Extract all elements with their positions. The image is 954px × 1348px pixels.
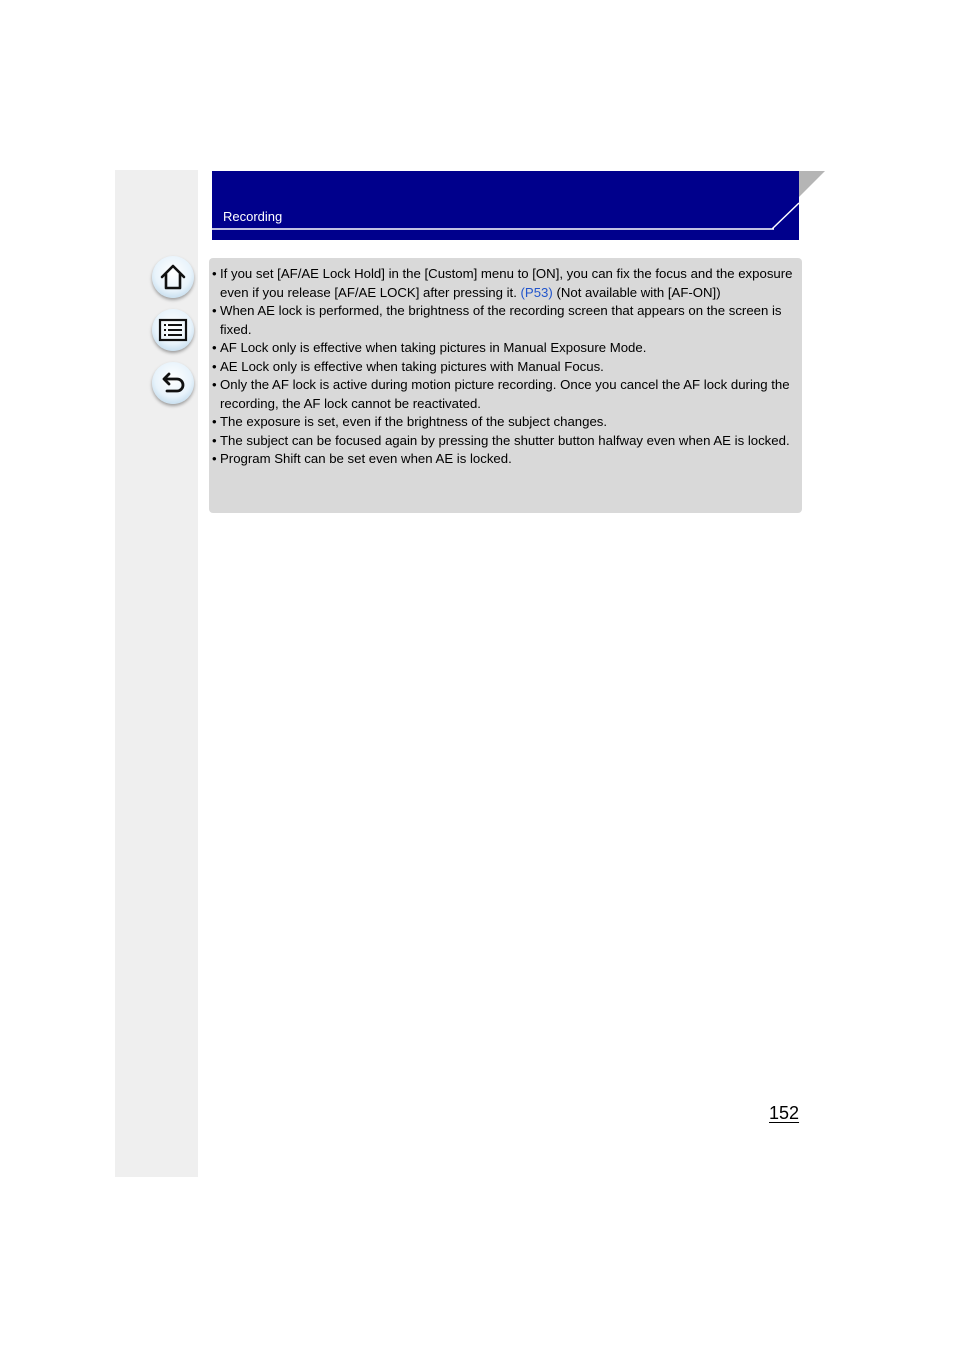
page-link-p53[interactable]: (P53) [520, 284, 553, 300]
page-number: 152 [769, 1103, 800, 1123]
section-title: Recording [223, 209, 283, 224]
note-item: • Only the AF lock is active during motion picture recording. Once you cancel the AF lock during the recording, the AF lock cannot be reactivated. [212, 376, 798, 413]
header-corner-decoration [772, 171, 825, 240]
back-button[interactable] [152, 362, 194, 404]
home-icon [158, 262, 188, 292]
header-rule [212, 228, 774, 230]
note-item: • The subject can be focused again by pressing the shutter button halfway even when AE is locked. [212, 432, 798, 451]
menu-list-button[interactable] [152, 309, 194, 351]
notes-box [209, 258, 802, 513]
note-item: • Program Shift can be set even when AE is locked. [212, 450, 798, 469]
note-item: • The exposure is set, even if the brightness of the subject changes. [212, 413, 798, 432]
note-item: • AF Lock only is effective when taking pictures in Manual Exposure Mode. [212, 339, 798, 358]
note-item: • When AE lock is performed, the brightness of the recording screen that appears on the screen is fixed. [212, 302, 798, 339]
notes-list [212, 265, 798, 469]
menu-list-icon [158, 315, 188, 345]
home-button[interactable] [152, 256, 194, 298]
note-item: • AE Lock only is effective when taking pictures with Manual Focus. [212, 358, 798, 377]
back-arrow-icon [158, 368, 188, 398]
note-item: • If you set [AF/AE Lock Hold] in the [Custom] menu to [ON], you can fix the focus and the exposure even if you release [AF/AE LOCK] after pressing it. (P53) (Not available with [AF-ON]) [212, 265, 798, 302]
